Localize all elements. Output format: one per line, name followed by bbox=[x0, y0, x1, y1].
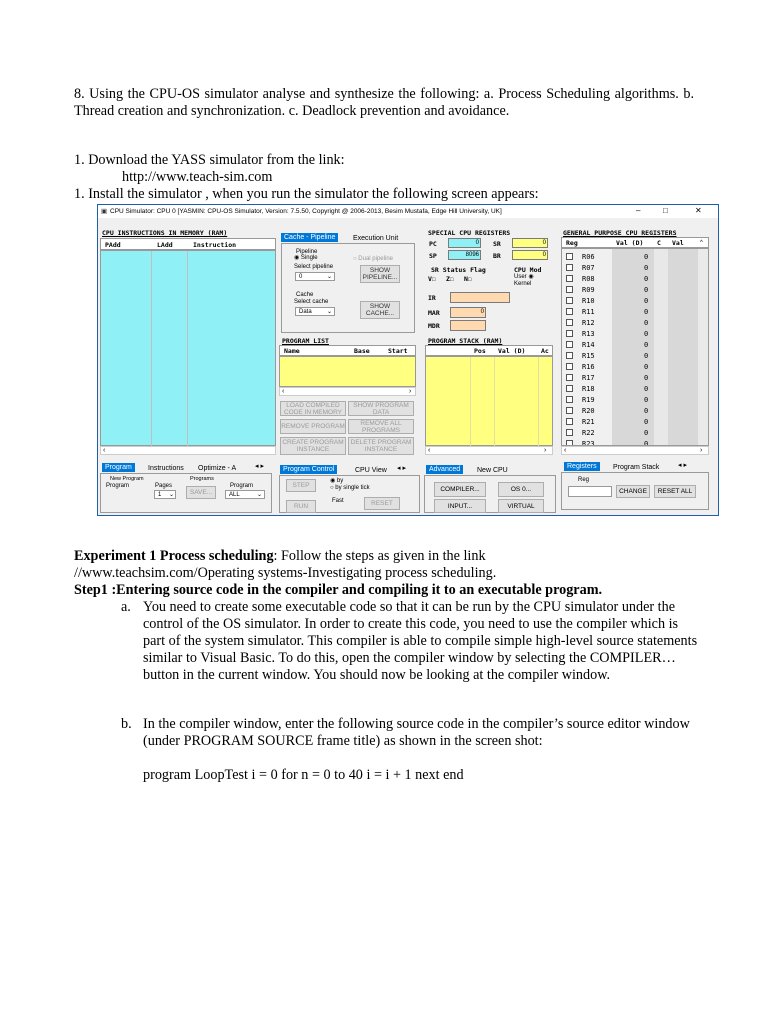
register-row[interactable] bbox=[562, 251, 707, 262]
register-checkbox[interactable] bbox=[566, 308, 573, 315]
reg-input[interactable] bbox=[568, 486, 612, 497]
register-value: 0 bbox=[644, 396, 649, 404]
register-value: 0 bbox=[644, 385, 649, 393]
window-titlebar bbox=[98, 205, 718, 218]
register-row[interactable] bbox=[562, 361, 707, 372]
kernel-label: Kernel bbox=[514, 281, 532, 287]
flag-v[interactable]: V☐ bbox=[428, 275, 436, 283]
tab-advanced[interactable]: Advanced bbox=[426, 465, 463, 474]
register-checkbox[interactable] bbox=[566, 341, 573, 348]
scroll-left-icon: ‹ bbox=[564, 447, 567, 454]
scroll-up-icon[interactable]: ^ bbox=[700, 240, 703, 246]
instr-panel-title: CPU INSTRUCTIONS IN MEMORY (RAM) bbox=[102, 229, 228, 237]
ir-value bbox=[450, 292, 510, 303]
register-checkbox[interactable] bbox=[566, 297, 573, 304]
tab-nav-arrows[interactable]: ◂ ▸ bbox=[255, 463, 264, 470]
register-checkbox[interactable] bbox=[566, 253, 573, 260]
register-checkbox[interactable] bbox=[566, 385, 573, 392]
br-value: 0 bbox=[512, 250, 548, 260]
tab-cache-pipeline[interactable]: Cache - Pipeline bbox=[281, 233, 338, 242]
item-b-marker: b. bbox=[121, 716, 132, 732]
load-compiled-button[interactable]: LOAD COMPILED CODE IN MEMORY bbox=[280, 401, 346, 416]
register-row[interactable] bbox=[562, 438, 707, 446]
scroll-left-icon: ‹ bbox=[282, 388, 285, 395]
experiment-1-line bbox=[74, 548, 486, 565]
col-pos: Pos bbox=[474, 347, 486, 355]
program-stack-title: PROGRAM STACK (RAM) bbox=[428, 337, 503, 345]
cache-label: Cache bbox=[296, 292, 314, 298]
program-list-header bbox=[279, 345, 416, 356]
tab-new-cpu[interactable]: New CPU bbox=[477, 467, 508, 474]
program-select[interactable] bbox=[225, 490, 265, 499]
scroll-right-icon: › bbox=[544, 447, 547, 454]
pages-label: Pages bbox=[155, 483, 173, 489]
register-value: 0 bbox=[644, 286, 649, 294]
tab-program-stack[interactable]: Program Stack bbox=[613, 464, 660, 471]
register-name: R22 bbox=[582, 429, 595, 437]
register-value: 0 bbox=[644, 429, 649, 437]
tab-registers[interactable]: Registers bbox=[564, 462, 600, 471]
register-row[interactable] bbox=[562, 416, 707, 427]
chevron-down-icon: ⌄ bbox=[169, 492, 175, 498]
tab-instructions[interactable]: Instructions bbox=[148, 465, 184, 472]
col-reg: Reg bbox=[566, 239, 578, 247]
instr-list[interactable] bbox=[100, 250, 276, 446]
close-icon[interactable]: ✕ bbox=[695, 206, 702, 215]
register-name: R06 bbox=[582, 253, 595, 261]
program-list[interactable] bbox=[279, 356, 416, 387]
kernel-radio[interactable] bbox=[514, 280, 531, 288]
chevron-down-icon: ⌄ bbox=[327, 309, 333, 315]
register-value: 0 bbox=[644, 341, 649, 349]
register-row[interactable] bbox=[562, 306, 707, 317]
gpr-list[interactable] bbox=[561, 248, 709, 446]
register-row[interactable] bbox=[562, 350, 707, 361]
os-button[interactable]: OS 0... bbox=[498, 482, 544, 497]
reset-button[interactable]: RESET bbox=[364, 497, 400, 510]
register-row[interactable] bbox=[562, 273, 707, 284]
register-row[interactable] bbox=[562, 394, 707, 405]
select-cache-label: Select cache bbox=[294, 299, 329, 305]
mdr-value bbox=[450, 320, 486, 331]
register-checkbox[interactable] bbox=[566, 264, 573, 271]
flag-z[interactable]: Z☐ bbox=[446, 275, 454, 283]
by-label: by bbox=[336, 478, 344, 484]
chevron-down-icon: ⌄ bbox=[327, 274, 333, 280]
show-program-data-button[interactable]: SHOW PROGRAM DATA bbox=[348, 401, 414, 416]
new-program-label: New Program bbox=[110, 476, 144, 482]
pages-value: 1 bbox=[158, 492, 162, 498]
delete-instance-button[interactable]: DELETE PROGRAM INSTANCE bbox=[348, 437, 414, 455]
select-pipeline-label: Select pipeline bbox=[294, 264, 334, 270]
cpu-mode-label: CPU Mod bbox=[514, 266, 542, 274]
col-val: Val (D) bbox=[498, 347, 526, 355]
register-value: 0 bbox=[644, 253, 649, 261]
register-checkbox[interactable] bbox=[566, 352, 573, 359]
pipeline-label: Pipeline bbox=[296, 249, 318, 255]
step1-heading: Step1 :Entering source code in the compiler and compiling it to an executable program. bbox=[74, 582, 603, 598]
pc-label: PC bbox=[429, 240, 437, 248]
flag-z-label: Z bbox=[446, 275, 450, 283]
program-stack-list[interactable] bbox=[425, 356, 553, 446]
register-row[interactable] bbox=[562, 427, 707, 438]
single-tick-label: by single tick bbox=[335, 485, 370, 491]
simulator-screenshot bbox=[97, 204, 719, 516]
by-radio[interactable]: ◉ by bbox=[330, 478, 344, 484]
experiment-1-title: Experiment 1 Process scheduling bbox=[74, 548, 274, 564]
register-name: R19 bbox=[582, 396, 595, 404]
br-label: BR bbox=[493, 252, 501, 260]
mdr-label: MDR bbox=[428, 322, 440, 330]
register-name: R15 bbox=[582, 352, 595, 360]
register-checkbox[interactable] bbox=[566, 286, 573, 293]
single-tick-radio[interactable]: ○ by single tick bbox=[330, 485, 370, 491]
register-value: 0 bbox=[644, 319, 649, 327]
register-name: R20 bbox=[582, 407, 595, 415]
col-c: C bbox=[657, 239, 661, 247]
register-checkbox[interactable] bbox=[566, 407, 573, 414]
minimize-icon[interactable]: – bbox=[636, 206, 641, 215]
flag-n-label: N bbox=[464, 275, 468, 283]
status-flag-label: SR Status Flag bbox=[431, 266, 486, 274]
fast-label: Fast bbox=[332, 498, 344, 504]
create-instance-button[interactable]: CREATE PROGRAM INSTANCE bbox=[280, 437, 346, 455]
program-list-hscroll[interactable] bbox=[279, 387, 416, 396]
compiler-button[interactable]: COMPILER... bbox=[434, 482, 486, 497]
stack-hscroll[interactable] bbox=[425, 446, 553, 455]
register-checkbox[interactable] bbox=[566, 330, 573, 337]
col-name: Name bbox=[284, 347, 300, 355]
tab-optimize[interactable]: Optimize - A bbox=[198, 465, 237, 472]
run-button[interactable]: RUN bbox=[286, 500, 316, 513]
sp-label: SP bbox=[429, 252, 437, 260]
flag-n[interactable]: N☐ bbox=[464, 275, 472, 283]
cache-select[interactable] bbox=[295, 307, 335, 316]
program-select-label: Program bbox=[230, 483, 254, 489]
experiment-1-link[interactable]: //www.teachsim.com/Operating systems-Investigating process scheduling. bbox=[74, 565, 497, 581]
col-base: Base bbox=[354, 347, 370, 355]
single-radio[interactable]: ◉ Single bbox=[294, 255, 318, 261]
experiment-1-rest: : Follow the steps as given in the link bbox=[273, 548, 486, 564]
register-name: R18 bbox=[582, 385, 595, 393]
step-button[interactable]: STEP bbox=[286, 479, 316, 492]
register-name: R13 bbox=[582, 330, 595, 338]
gpr-title: GENERAL PURPOSE CPU REGISTERS bbox=[563, 229, 677, 237]
question-heading: 8. Using the CPU-OS simulator analyse and synthesize the following: a. Process Scheduling algorithms. b. Thread creation and synchronization. c. Deadlock prevention and avoidance. bbox=[74, 86, 694, 119]
tab-nav-arrows[interactable]: ◂ ▸ bbox=[678, 462, 687, 469]
register-name: R11 bbox=[582, 308, 595, 316]
col-padd: PAdd bbox=[105, 241, 121, 249]
show-pipeline-button[interactable]: SHOW PIPELINE... bbox=[360, 265, 400, 283]
sr-value: 0 bbox=[512, 238, 548, 248]
instr-hscroll[interactable] bbox=[100, 446, 276, 455]
register-name: R07 bbox=[582, 264, 595, 272]
register-row[interactable] bbox=[562, 262, 707, 273]
register-row[interactable] bbox=[562, 295, 707, 306]
reg-label: Reg bbox=[578, 477, 590, 483]
sp-value: 8096 bbox=[448, 250, 481, 260]
register-value: 0 bbox=[644, 297, 649, 305]
col-ac: Ac bbox=[541, 347, 549, 355]
col-ladd: LAdd bbox=[157, 241, 173, 249]
sr-label: SR bbox=[493, 240, 501, 248]
programs-label: Programs bbox=[190, 476, 214, 482]
install-step: 1. Install the simulator , when you run the simulator the following screen appears: bbox=[74, 186, 539, 202]
register-value: 0 bbox=[644, 308, 649, 316]
register-checkbox[interactable] bbox=[566, 396, 573, 403]
dual-radio[interactable]: ○ Dual pipeline bbox=[353, 256, 393, 262]
register-row[interactable] bbox=[562, 372, 707, 383]
register-row[interactable] bbox=[562, 405, 707, 416]
virtual-button[interactable]: VIRTUAL bbox=[498, 499, 544, 513]
mar-label: MAR bbox=[428, 309, 440, 317]
tab-execution-unit[interactable]: Execution Unit bbox=[353, 235, 399, 242]
tab-cpu-view[interactable]: CPU View bbox=[355, 467, 387, 474]
remove-program-button[interactable]: REMOVE PROGRAM bbox=[280, 419, 346, 434]
dual-label: Dual pipeline bbox=[358, 256, 393, 262]
register-name: R12 bbox=[582, 319, 595, 327]
chevron-down-icon: ⌄ bbox=[257, 492, 263, 498]
input-button[interactable]: INPUT... bbox=[434, 499, 486, 513]
tab-nav-arrows[interactable]: ◂ ▸ bbox=[397, 465, 406, 472]
pipeline-select[interactable] bbox=[295, 272, 335, 281]
register-checkbox[interactable] bbox=[566, 363, 573, 370]
pages-select[interactable] bbox=[154, 490, 176, 499]
register-row[interactable] bbox=[562, 328, 707, 339]
item-b-text: In the compiler window, enter the following source code in the compiler’s source editor window (under PROGRAM SOURCE frame title) as shown in the screen shot: bbox=[143, 716, 690, 749]
register-value: 0 bbox=[644, 440, 649, 446]
change-button[interactable]: CHANGE bbox=[616, 485, 650, 498]
register-name: R17 bbox=[582, 374, 595, 382]
pc-value: 0 bbox=[448, 238, 481, 248]
register-name: R08 bbox=[582, 275, 595, 283]
register-checkbox[interactable] bbox=[566, 374, 573, 381]
register-row[interactable] bbox=[562, 284, 707, 295]
item-a-marker: a. bbox=[121, 599, 131, 615]
save-button[interactable]: SAVE... bbox=[186, 486, 216, 499]
reset-all-button[interactable]: RESET ALL bbox=[654, 485, 696, 498]
mar-value: 0 bbox=[450, 307, 486, 318]
register-name: R23 bbox=[582, 440, 595, 446]
user-radio[interactable]: User ◉ bbox=[514, 274, 534, 280]
col-val-d: Val (D) bbox=[616, 239, 644, 247]
register-value: 0 bbox=[644, 330, 649, 338]
register-row[interactable] bbox=[562, 317, 707, 328]
register-value: 0 bbox=[644, 418, 649, 426]
maximize-icon[interactable]: □ bbox=[663, 206, 668, 215]
register-value: 0 bbox=[644, 374, 649, 382]
special-registers-title: SPECIAL CPU REGISTERS bbox=[428, 229, 511, 237]
program-list-title: PROGRAM LIST bbox=[282, 337, 329, 345]
register-checkbox[interactable] bbox=[566, 418, 573, 425]
col-instruction: Instruction bbox=[193, 241, 237, 249]
program-label: Program bbox=[106, 483, 130, 489]
show-cache-button[interactable]: SHOW CACHE... bbox=[360, 301, 400, 319]
scroll-right-icon: › bbox=[409, 388, 412, 395]
ir-label: IR bbox=[428, 294, 436, 302]
cache-value: Data bbox=[299, 309, 312, 315]
register-name: R09 bbox=[582, 286, 595, 294]
scroll-left-icon: ‹ bbox=[103, 447, 106, 454]
item-a-text: You need to create some executable code so that it can be run by the CPU simulator under the control of the OS simulator. In order to create this code, you need to use the compiler which is part of the system simulator. This compiler is able to compile simple high-level source statements similar to Visual Basic. To do this, open the compiler window by selecting the COMPILER… button in the current window. You should now be looking at the compiler window. bbox=[143, 599, 698, 683]
register-value: 0 bbox=[644, 363, 649, 371]
code-line: program LoopTest i = 0 for n = 0 to 40 i = i + 1 next end bbox=[143, 767, 464, 783]
program-all-value: ALL bbox=[229, 492, 240, 498]
scroll-left-icon: ‹ bbox=[428, 447, 431, 454]
window-title: CPU Simulator: CPU 0 [YASMIN: CPU-OS Simulator, Version: 7.5.50, Copyright @ 2006-2013, Besim Mustafa, Edge Hill University, UK] bbox=[110, 208, 502, 215]
user-label: User bbox=[514, 274, 527, 280]
single-label: Single bbox=[300, 255, 318, 261]
register-value: 0 bbox=[644, 275, 649, 283]
register-name: R16 bbox=[582, 363, 595, 371]
program-stack-header bbox=[425, 345, 553, 356]
flag-v-label: V bbox=[428, 275, 432, 283]
tab-program-control[interactable]: Program Control bbox=[280, 465, 337, 474]
tab-program[interactable]: Program bbox=[102, 463, 135, 472]
register-name: R21 bbox=[582, 418, 595, 426]
register-value: 0 bbox=[644, 264, 649, 272]
gpr-header bbox=[561, 237, 709, 248]
register-name: R14 bbox=[582, 341, 595, 349]
register-name: R10 bbox=[582, 297, 595, 305]
instr-header bbox=[100, 238, 276, 250]
register-checkbox[interactable] bbox=[566, 429, 573, 436]
col-start: Start bbox=[388, 347, 408, 355]
scroll-right-icon: › bbox=[700, 447, 703, 454]
register-row[interactable] bbox=[562, 383, 707, 394]
register-row[interactable] bbox=[562, 339, 707, 350]
remove-all-button[interactable]: REMOVE ALL PROGRAMS bbox=[348, 419, 414, 434]
download-link[interactable]: http://www.teach-sim.com bbox=[122, 169, 273, 185]
app-icon: ▣ bbox=[101, 208, 108, 215]
download-step: 1. Download the YASS simulator from the link: bbox=[74, 152, 345, 168]
gpr-hscroll[interactable] bbox=[561, 446, 709, 455]
pipeline-value: 0 bbox=[299, 274, 303, 280]
register-checkbox[interactable] bbox=[566, 319, 573, 326]
register-value: 0 bbox=[644, 407, 649, 415]
register-value: 0 bbox=[644, 352, 649, 360]
register-checkbox[interactable] bbox=[566, 275, 573, 282]
col-val: Val bbox=[672, 239, 684, 247]
